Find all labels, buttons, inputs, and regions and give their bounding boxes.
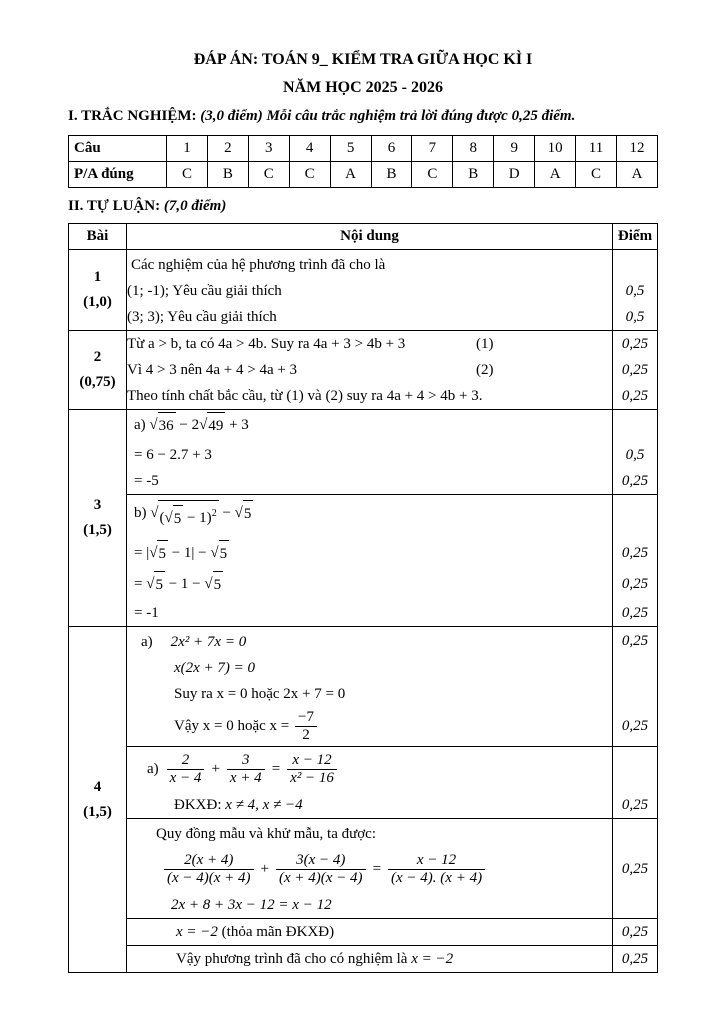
sqrt-argument: √ 49 (207, 412, 225, 439)
exponent: 2 (211, 508, 217, 519)
b2-row-2 (69, 357, 658, 383)
b2-line-3: Theo tính chất bắc cầu, từ (1) và (2) suy ra 4a + 4 > 4b + 3. (127, 388, 483, 404)
text-span: (thỏa mãn ĐKXĐ) (217, 924, 335, 940)
b1-points-total: (1,0) (83, 294, 112, 310)
b4-line-2: x(2x + 7) = 0 (174, 660, 256, 676)
mc-row-label-dung: P/A đúng (69, 162, 167, 188)
frac-numerator: 3 (242, 752, 250, 768)
section-1-note: (3,0 điểm) Mỗi câu trắc nghiệm trả lời đúng được 0,25 điểm. (200, 108, 576, 124)
frac-denominator: x² − 16 (287, 769, 337, 787)
b3-point-a2: 0,5 (613, 442, 658, 468)
mc-answer: C (289, 162, 330, 188)
fraction (167, 752, 205, 787)
b3-line-b3 (127, 569, 612, 600)
section-2-label: II. TỰ LUẬN: (68, 198, 161, 214)
sqrt-argument: √ 5 (213, 571, 224, 598)
b4-line-6 (127, 792, 612, 818)
b1-point-3: 0,5 (613, 304, 658, 331)
mc-question: 2 (207, 136, 248, 162)
essay-answer-table (68, 223, 658, 973)
b3-line-b4: = -1 (134, 605, 159, 621)
b4-row-1 (69, 627, 658, 656)
sqrt-radical (204, 571, 223, 598)
b1-line-1: Các nghiệm của hệ phương trình đã cho là (131, 257, 386, 273)
b1-point-2: 0,5 (613, 278, 658, 304)
sqrt-argument (158, 500, 218, 532)
col-header-diem: Điểm (613, 224, 658, 250)
b4-point-10: 0,25 (613, 919, 658, 946)
sqrt-radical (146, 571, 165, 598)
equation-marker-1: (1) (476, 336, 494, 352)
frac-numerator: 2(x + 4) (184, 852, 234, 868)
math-expression: 2x² + 7x = 0 (170, 634, 247, 650)
frac-numerator: −7 (297, 709, 314, 725)
b4-points-total: (1,5) (83, 803, 112, 820)
text-span: − 2 (175, 417, 200, 433)
b3-line-a3: = -5 (134, 473, 159, 489)
sqrt-radical (149, 412, 175, 439)
b4-point-8: 0,25 (613, 847, 658, 892)
frac-denominator: (x − 4)(x + 4) (164, 869, 254, 887)
b1-row-2 (69, 278, 658, 304)
b3-row-a2 (69, 442, 658, 468)
b3-point-a1 (613, 410, 658, 443)
b2-point-1: 0,25 (613, 331, 658, 358)
col-header-bai: Bài (69, 224, 127, 250)
sqrt-radical (210, 540, 229, 567)
doc-title-line1: ĐÁP ÁN: TOÁN 9_ KIỂM TRA GIỮA HỌC KÌ I (193, 51, 533, 68)
mc-question: 10 (535, 136, 576, 162)
b4-point-5 (613, 747, 658, 793)
mc-question: 12 (616, 136, 657, 162)
mc-question: 4 (289, 136, 330, 162)
sqrt-radical (149, 540, 168, 567)
section-1-label: I. TRẮC NGHIỆM: (68, 108, 197, 124)
sqrt-argument: √ 5 (157, 540, 168, 567)
mc-answer: A (616, 162, 657, 188)
b3-number: 3 (93, 497, 102, 513)
b3-point-b4: 0,25 (613, 600, 658, 627)
text-span: Vì 4 > 3 nên 4a + 4 > 4a + 3 (127, 362, 298, 378)
b4-point-7 (613, 819, 658, 848)
b2-point-3: 0,25 (613, 383, 658, 410)
math-expression: x = −2 (176, 924, 218, 940)
math-expression: x ≠ 4, x ≠ −4 (225, 797, 303, 813)
frac-numerator: 2 (181, 752, 190, 768)
b3-points-total: (1,5) (83, 522, 112, 538)
b3-row-a1 (69, 410, 658, 443)
col-header-noidung: Nội dung (127, 224, 613, 250)
mc-answer: A (330, 162, 371, 188)
b3-label-cell (69, 410, 127, 627)
b3-row-b4 (69, 600, 658, 627)
fraction (388, 852, 485, 887)
essay-header-row (69, 224, 658, 250)
text-span: a) (134, 417, 150, 433)
operator: = (372, 860, 382, 877)
mc-answer: D (494, 162, 535, 188)
text-span: = | (134, 545, 150, 561)
text-span: ( (159, 510, 165, 526)
fraction (276, 852, 366, 887)
mc-answer: C (167, 162, 208, 188)
b4-row-3 (69, 681, 658, 707)
b3-line-a2: = 6 − 2.7 + 3 (134, 447, 212, 463)
sqrt-argument: √ 5 (243, 500, 254, 527)
b3-point-a3: 0,25 (613, 468, 658, 495)
operator: + (211, 760, 220, 777)
b4-point-4: 0,25 (613, 707, 658, 747)
sqrt-radical (199, 412, 225, 439)
b4-row-11 (69, 946, 658, 973)
sqrt-radical (150, 500, 218, 532)
b4-line-11 (127, 946, 612, 972)
b4-line-10 (127, 919, 612, 945)
b2-label-cell (69, 331, 127, 410)
frac-numerator: 3(x − 4) (296, 852, 346, 868)
sqrt-argument: √ 5 (173, 505, 184, 532)
mc-question: 6 (371, 136, 412, 162)
b2-line-1 (127, 331, 612, 357)
mc-question: 8 (453, 136, 494, 162)
b2-row-3 (69, 383, 658, 410)
b4-number: 4 (93, 778, 102, 795)
frac-numerator: x − 12 (416, 852, 457, 868)
b2-points-total: (0,75) (79, 374, 116, 390)
b3-row-b2 (69, 538, 658, 569)
text-span: Vậy x = 0 hoặc x = (174, 717, 293, 734)
equation-marker-2: (2) (476, 362, 494, 378)
b2-row-1 (69, 331, 658, 358)
text-span: = (134, 576, 147, 592)
b3-point-b1 (613, 495, 658, 539)
multiple-choice-table (68, 135, 658, 188)
b3-point-b3: 0,25 (613, 569, 658, 600)
mc-answer: B (453, 162, 494, 188)
mc-question: 3 (248, 136, 289, 162)
b4-row-5 (69, 747, 658, 793)
b3-row-a3 (69, 468, 658, 495)
doc-title-line2: NĂM HỌC 2025 - 2026 (283, 79, 443, 96)
text-span: ĐKXĐ: (174, 797, 226, 813)
frac-denominator: x − 4 (167, 769, 205, 787)
b4-row-4 (69, 707, 658, 747)
b1-row-3 (69, 304, 658, 331)
mc-question: 9 (494, 136, 535, 162)
mc-answer: B (371, 162, 412, 188)
fraction (295, 709, 317, 744)
b4-point-1: 0,25 (613, 627, 658, 656)
b4-point-2 (613, 655, 658, 681)
mc-answer: A (535, 162, 576, 188)
b4-line-3: Suy ra x = 0 hoặc 2x + 7 = 0 (174, 686, 346, 702)
text-span: − 1| − (167, 545, 211, 561)
frac-denominator: 2 (295, 726, 317, 744)
mc-answer-row (69, 162, 658, 188)
mc-question-row (69, 136, 658, 162)
sub-question-label: a) (141, 634, 153, 650)
operator: + (260, 860, 270, 877)
b4-row-9 (69, 892, 658, 919)
b1-row-1 (69, 250, 658, 279)
sqrt-argument: √ 5 (154, 571, 165, 598)
b4-line-9: 2x + 8 + 3x − 12 = x − 12 (171, 897, 332, 913)
fraction (227, 752, 265, 787)
text-span: + 3 (225, 417, 249, 433)
mc-answer: C (248, 162, 289, 188)
sqrt-argument: √ 36 (158, 412, 176, 439)
frac-denominator: (x − 4). (x + 4) (388, 869, 485, 887)
b4-row-8 (69, 847, 658, 892)
b2-number: 2 (93, 349, 102, 365)
b2-point-2: 0,25 (613, 357, 658, 383)
sqrt-radical (164, 505, 183, 532)
mc-answer: C (412, 162, 453, 188)
text-span: b) (134, 505, 151, 521)
b4-row-10 (69, 919, 658, 946)
text-span: Từ a > b, ta có 4a > 4b. Suy ra 4a + 3 > 4b + 3 (127, 336, 406, 352)
mc-question: 5 (330, 136, 371, 162)
b4-line-5 (127, 747, 612, 792)
b4-point-11: 0,25 (613, 946, 658, 973)
mc-question: 1 (167, 136, 208, 162)
text-span: − (218, 505, 235, 521)
b4-line-4 (127, 707, 612, 746)
mc-question: 7 (412, 136, 453, 162)
section-2-note: (7,0 điểm) (163, 198, 227, 214)
text-span: − 1) (183, 510, 212, 526)
mc-answer: B (207, 162, 248, 188)
section-2-heading (68, 194, 658, 218)
b4-line-1 (127, 627, 612, 655)
fraction (164, 852, 254, 887)
b4-line-8 (127, 847, 612, 892)
text-span: − 1 − (164, 576, 205, 592)
b1-label-cell (69, 250, 127, 331)
b4-row-2 (69, 655, 658, 681)
b1-point-1 (613, 250, 658, 279)
b3-line-a1 (127, 410, 612, 442)
b2-line-2 (127, 357, 612, 383)
b3-line-b1 (127, 495, 612, 538)
sqrt-argument: √ 5 (219, 540, 230, 567)
b4-row-6 (69, 792, 658, 819)
b3-row-b3 (69, 569, 658, 600)
mc-answer: C (576, 162, 617, 188)
b3-point-b2: 0,25 (613, 538, 658, 569)
b1-line-2: (1; -1); Yêu cầu giải thích (127, 283, 282, 299)
b3-line-b2 (127, 538, 612, 569)
operator: = (271, 760, 281, 777)
b4-label-cell (69, 627, 127, 973)
b4-point-3 (613, 681, 658, 707)
mc-row-label-cau: Câu (69, 136, 167, 162)
b4-point-9 (613, 892, 658, 919)
sqrt-radical (235, 500, 254, 527)
b3-row-b1 (69, 495, 658, 539)
frac-denominator: x + 4 (227, 769, 265, 787)
frac-denominator: (x + 4)(x − 4) (276, 869, 366, 887)
section-1-heading (68, 104, 658, 128)
b4-point-6: 0,25 (613, 792, 658, 819)
b4-line-7: Quy đồng mẫu và khử mẫu, ta được: (156, 826, 376, 842)
b1-line-3: (3; 3); Yêu cầu giải thích (127, 309, 277, 325)
sub-question-label: a) (147, 760, 159, 777)
b1-number: 1 (93, 269, 102, 285)
fraction (287, 752, 337, 787)
mc-question: 11 (576, 136, 617, 162)
math-expression: x = −2 (411, 951, 454, 967)
frac-numerator: x − 12 (292, 752, 332, 768)
text-span: Vậy phương trình đã cho có nghiệm là (176, 951, 412, 967)
b4-row-7 (69, 819, 658, 848)
